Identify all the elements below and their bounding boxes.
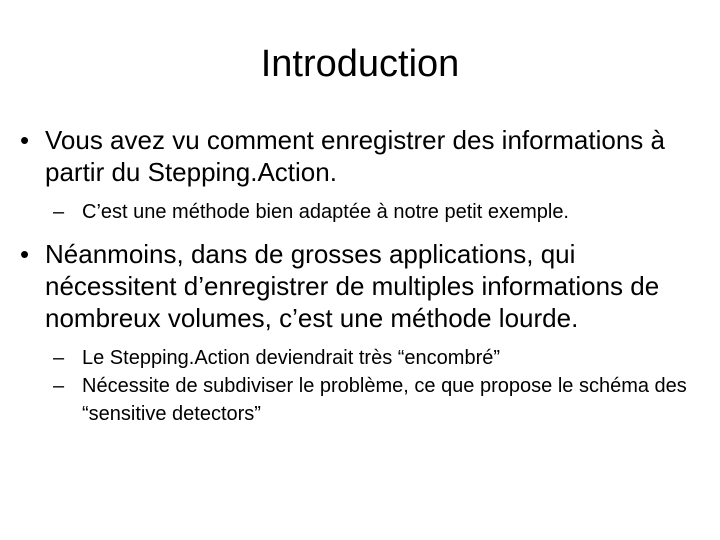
sub-bullet-text: Nécessite de subdiviser le problème, ce que propose le schéma des “sensitive detectors” [82, 375, 687, 425]
bullet-text: Néanmoins, dans de grosses applications, qui nécessitent d’enregistrer de multiples informations de nombreux volumes, c’est une méthode lourde. [45, 239, 660, 333]
sub-bullet-item [45, 198, 710, 226]
bullet-text: Vous avez vu comment enregistrer des informations à partir du Stepping.Action. [45, 125, 665, 187]
bullet-item [20, 124, 710, 226]
sub-bullet-list [45, 344, 710, 428]
sub-bullet-text: C’est une méthode bien adaptée à notre petit exemple. [82, 201, 569, 223]
bullet-list [20, 124, 710, 440]
bullet-marker: • [20, 125, 30, 155]
sub-bullet-item [45, 372, 710, 428]
slide-title: Introduction [260, 43, 460, 85]
dash-marker: – [53, 201, 65, 223]
bullet-item [20, 238, 710, 428]
dash-marker: – [53, 347, 65, 369]
sub-bullet-list [45, 198, 710, 226]
sub-bullet-text: Le Stepping.Action deviendrait très “encombré” [82, 347, 501, 369]
dash-marker: – [53, 375, 65, 397]
sub-bullet-item [45, 344, 710, 372]
bullet-marker: • [20, 239, 30, 269]
